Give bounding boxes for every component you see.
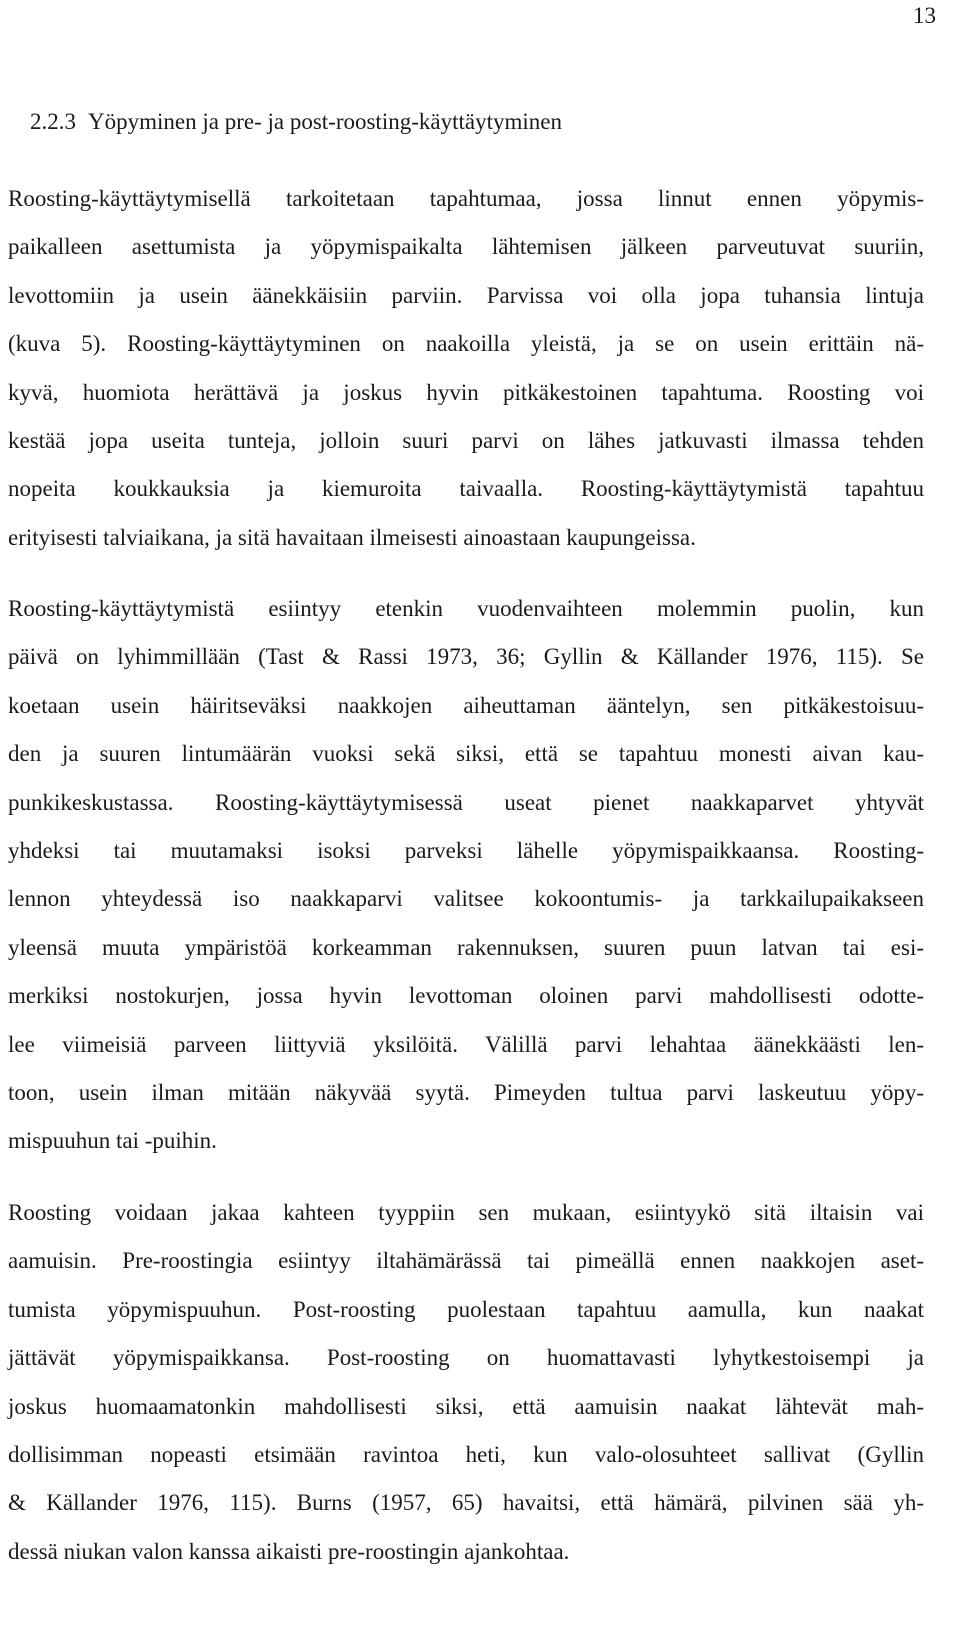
text-line: kestää jopa useita tunteja, jolloin suuri parvi on lähes jatkuvasti ilmassa tehden: [8, 427, 924, 453]
text-line: mispuuhun tai -puihin.: [8, 1128, 217, 1154]
text-line: koetaan usein häiritseväksi naakkojen aiheuttaman ääntelyn, sen pitkäkestoisuu-: [8, 692, 924, 718]
text-line: lennon yhteydessä iso naakkaparvi valitsee kokoontumis- ja tarkkailupaikakseen: [8, 886, 924, 912]
section-heading: [30, 107, 562, 137]
text-line: jättävät yöpymispaikkansa. Post-roosting on huomattavasti lyhytkestoisempi ja: [8, 1345, 924, 1371]
text-line: Roosting voidaan jakaa kahteen tyyppiin sen mukaan, esiintyykö sitä iltaisin vai: [8, 1200, 924, 1225]
paragraph-2: [8, 585, 924, 1166]
text-line: nopeita koukkauksia ja kiemuroita taivaalla. Roosting-käyttäytymistä tapahtuu: [8, 476, 924, 502]
text-line: joskus huomaamatonkin mahdollisesti siksi, että aamuisin naakat lähtevät mah-: [8, 1393, 924, 1419]
section-number: 2.2.3: [30, 109, 76, 134]
text-line: kyvä, huomiota herättävä ja joskus hyvin pitkäkestoinen tapahtuma. Roosting voi: [8, 379, 924, 405]
text-line: den ja suuren lintumäärän vuoksi sekä siksi, että se tapahtuu monesti aivan kau-: [8, 741, 924, 767]
text-line: levottomiin ja usein äänekkäisiin parviin. Parvissa voi olla jopa tuhansia lintuja: [8, 282, 924, 308]
text-line: & Källander 1976, 115). Burns (1957, 65) havaitsi, että hämärä, pilvinen sää yh-: [8, 1490, 924, 1516]
text-line: punkikeskustassa. Roosting-käyttäytymisessä useat pienet naakkaparvet yhtyvät: [8, 789, 924, 815]
text-line: aamuisin. Pre-roostingia esiintyy iltahämärässä tai pimeällä ennen naakkojen aset-: [8, 1248, 924, 1274]
text-line: paikalleen asettumista ja yöpymispaikalta lähtemisen jälkeen parveutuvat suuriin,: [8, 234, 924, 260]
text-line: toon, usein ilman mitään näkyvää syytä. Pimeyden tultua parvi laskeutuu yöpy-: [8, 1079, 924, 1105]
text-line: yhdeksi tai muutamaksi isoksi parveksi lähelle yöpymispaikkaansa. Roosting-: [8, 837, 924, 863]
text-line: dollisimman nopeasti etsimään ravintoa heti, kun valo-olosuhteet sallivat (Gyllin: [8, 1441, 924, 1467]
text-line: erityisesti talviaikana, ja sitä havaitaan ilmeisesti ainoastaan kaupungeissa.: [8, 524, 696, 550]
text-line: tumista yöpymispuuhun. Post-roosting puolestaan tapahtuu aamulla, kun naakat: [8, 1296, 924, 1322]
text-line: päivä on lyhimmillään (Tast & Rassi 1973, 36; Gyllin & Källander 1976, 115). Se: [8, 644, 924, 670]
page-number: 13: [913, 3, 936, 28]
text-line: Roosting-käyttäytymisellä tarkoitetaan tapahtumaa, jossa linnut ennen yöpymis-: [8, 186, 924, 211]
text-line: Roosting-käyttäytymistä esiintyy etenkin vuodenvaihteen molemmin puolin, kun: [8, 596, 924, 621]
text-line: lee viimeisiä parveen liittyviä yksilöitä. Välillä parvi lehahtaa äänekkäästi len-: [8, 1031, 924, 1057]
text-line: yleensä muuta ympäristöä korkeamman rakennuksen, suuren puun latvan tai esi-: [8, 934, 924, 960]
text-line: (kuva 5). Roosting-käyttäytyminen on naakoilla yleistä, ja se on usein erittäin nä-: [8, 331, 924, 357]
paragraph-1: [8, 175, 924, 562]
paragraph-3: [8, 1189, 924, 1576]
text-line: merkiksi nostokurjen, jossa hyvin levottoman oloinen parvi mahdollisesti odotte-: [8, 983, 924, 1009]
text-line: dessä niukan valon kanssa aikaisti pre-roostingin ajankohtaa.: [8, 1538, 570, 1564]
section-title: Yöpyminen ja pre- ja post-roosting-käyttäytyminen: [88, 109, 562, 134]
